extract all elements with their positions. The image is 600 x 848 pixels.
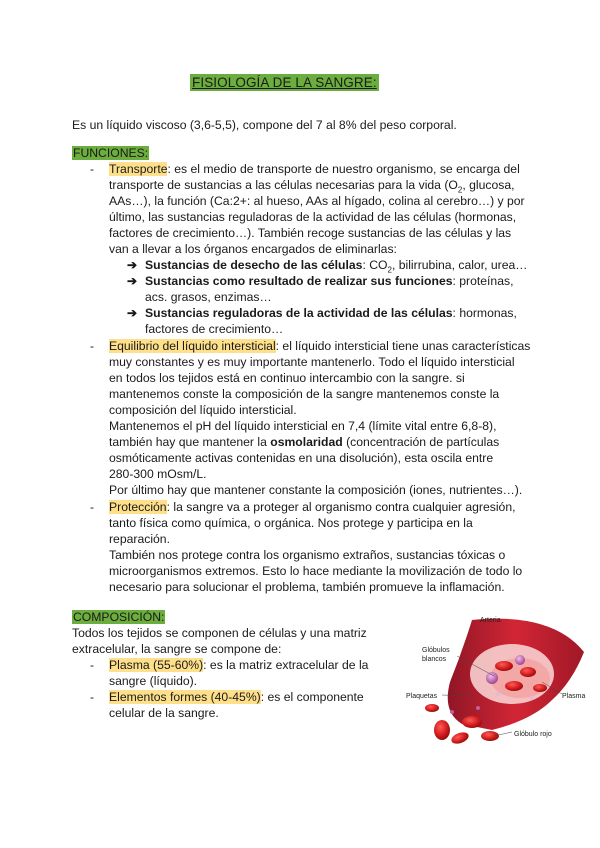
proteccion-line-2: tanto física como química, o orgánica. Nos protege y participa en la	[109, 516, 473, 530]
elementos-line-2: celular de la sangre.	[109, 706, 219, 720]
proteccion-text: : la sangre va a proteger al organismo contra cualquier agresión,	[166, 500, 516, 514]
red-blood-cell	[462, 716, 482, 728]
label-globulos-1: Glóbulos	[422, 647, 450, 654]
equilibrio-line-9: 280-300 mOsm/L.	[109, 467, 207, 481]
equilibrio-line-6: Mantenemos el pH del líquido intersticial en 7,4 (límite vital entre 6,8-8),	[109, 419, 497, 433]
red-blood-cell	[520, 667, 536, 677]
bold-text: osmolaridad	[270, 435, 343, 449]
bold-text: Sustancias como resultado de realizar sus funciones	[145, 274, 453, 288]
transporte-line-3: AAs…), la función (Ca:2+: al hueso, AAs al hígado, colina al cerebro…) y por	[109, 194, 525, 208]
label-globulo-rojo: Glóbulo rojo	[514, 731, 552, 738]
plasma-line-1	[109, 658, 368, 674]
arrow-bullet: ➔	[127, 258, 138, 272]
red-blood-cell	[450, 730, 470, 746]
label-arteria: Arteria	[480, 617, 501, 624]
label-plasma: Plasma	[562, 693, 586, 700]
transporte-text: , glucosa,	[462, 178, 515, 192]
arrow-bullet: ➔	[127, 274, 138, 288]
red-blood-cell	[434, 720, 450, 740]
transporte-text: transporte de sustancias a las células necesarias para la vida (O	[109, 178, 458, 192]
page-title: FISIOLOGÍA DE LA SANGRE:	[192, 75, 377, 90]
platelet	[450, 710, 454, 714]
proteccion-line-3: reparación.	[109, 532, 170, 546]
plain-text: : proteínas,	[452, 274, 514, 288]
arrow-bullet: ➔	[127, 306, 138, 320]
plain-text: : hormonas,	[452, 306, 517, 320]
equilibrio-line-8: osmóticamente activas contenidas en una disolución), esta oscila entre	[109, 451, 494, 465]
composicion-line-2: extracelular, la sangre se compone de:	[72, 642, 282, 656]
proteccion-label: Protección	[109, 500, 167, 514]
equilibrio-line-3: en todos los tejidos está en continuo intercambio con la sangre. si	[109, 371, 465, 385]
blood-vessel-illustration	[402, 612, 592, 752]
bullet-reguladoras-line-2: factores de crecimiento…	[145, 322, 284, 336]
plasma-text: : es la matriz extracelular de la	[203, 658, 369, 672]
bold-text: Sustancias de desecho de las células	[145, 258, 363, 272]
subscript: 2	[457, 185, 463, 195]
transporte-line-1	[109, 162, 520, 178]
transporte-line-6: van a llevar a los órganos encargados de eliminarlas:	[109, 242, 397, 256]
plain-text: también hay que mantener la	[109, 435, 271, 449]
label-globulos-2: blancos	[422, 656, 447, 663]
platelet	[476, 706, 480, 710]
proteccion-line-1	[109, 500, 516, 516]
funciones-heading	[72, 146, 149, 162]
transporte-label: Transporte	[109, 162, 168, 176]
bullet-resultado	[145, 274, 513, 290]
equilibrio-line-4: mantenemos conste la composición de la sangre mantenemos conste la	[109, 387, 500, 401]
platelet	[530, 696, 534, 700]
equilibrio-line-7	[109, 435, 499, 451]
plasma-line-2: sangre (líquido).	[109, 674, 198, 688]
list-dash: -	[90, 658, 95, 672]
equilibrio-line-5: composición del líquido intersticial.	[109, 403, 297, 417]
list-dash: -	[90, 690, 95, 704]
plain-text: , bilirrubina, calor, urea…	[391, 258, 528, 272]
intro-text: Es un líquido viscoso (3,6-5,5), compone del 7 al 8% del peso corporal.	[72, 118, 457, 132]
transporte-line-5: factores de crecimiento…). También recoge sustancias de las células y las	[109, 226, 512, 240]
equilibrio-line-2: muy constantes y es muy importante mantenerlo. Todo el líquido intersticial	[109, 355, 515, 369]
equilibrio-label: Equilibrio del líquido intersticial	[109, 339, 276, 353]
plasma-label: Plasma (55-60%)	[109, 658, 204, 672]
composicion-heading-label: COMPOSICIÓN:	[73, 610, 165, 624]
plain-text: (concentración de partículas	[342, 435, 500, 449]
red-blood-cell	[481, 731, 499, 741]
red-blood-cell	[505, 681, 523, 691]
transporte-line-4: último, las sustancias reguladoras de la actividad de las células (hormonas,	[109, 210, 517, 224]
plain-text: : CO	[362, 258, 388, 272]
list-dash: -	[90, 162, 95, 176]
white-blood-cell	[486, 672, 498, 684]
equilibrio-line-10: Por último hay que mantener constante la composición (iones, nutrientes…).	[109, 483, 523, 497]
proteccion-line-5: microorganismos extremos. Esto lo hace mediante la movilización de todo lo	[109, 564, 523, 578]
white-blood-cell	[515, 655, 525, 665]
red-blood-cell	[533, 684, 547, 692]
composicion-line-1: Todos los tejidos se componen de células y una matriz	[72, 626, 367, 640]
list-dash: -	[90, 339, 95, 353]
funciones-heading-label: FUNCIONES:	[73, 146, 149, 160]
proteccion-line-4: También nos protege contra los organismo extraños, sustancias tóxicas o	[109, 548, 506, 562]
elementos-text: : es el componente	[260, 690, 364, 704]
red-blood-cell	[495, 661, 513, 671]
red-blood-cell	[425, 704, 439, 712]
subscript: 2	[387, 265, 392, 275]
label-plaquetas: Plaquetas	[406, 693, 438, 700]
equilibrio-line-1	[109, 339, 530, 355]
equilibrio-text: : el líquido intersticial tiene unas características	[275, 339, 531, 353]
elementos-label: Elementos formes (40-45%)	[109, 690, 261, 704]
bullet-resultado-line-2: acs. grasos, enzimas…	[145, 290, 272, 304]
proteccion-line-6: necesario para solucionar el problema, también promueve la inflamación.	[109, 580, 505, 594]
platelet	[496, 692, 500, 696]
elementos-line-1	[109, 690, 364, 706]
bullet-reguladoras	[145, 306, 517, 322]
composicion-heading	[72, 610, 165, 626]
list-dash: -	[90, 500, 95, 514]
transporte-text: : es el medio de transporte de nuestro organismo, se encarga del	[167, 162, 520, 176]
bold-text: Sustancias reguladoras de la actividad de las células	[145, 306, 453, 320]
